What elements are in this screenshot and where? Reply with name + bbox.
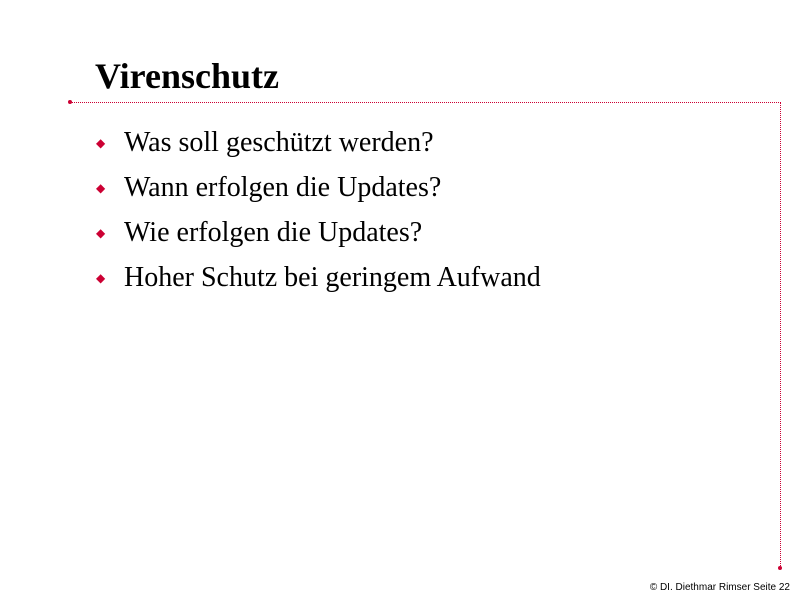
bullet-text: Hoher Schutz bei geringem Aufwand bbox=[124, 261, 541, 293]
top-dotted-rule bbox=[70, 102, 781, 103]
diamond-bullet-icon: ◆ bbox=[96, 180, 106, 195]
diamond-bullet-icon: ◆ bbox=[96, 225, 106, 240]
bullet-item bbox=[96, 255, 541, 300]
slide-title: Virenschutz bbox=[95, 56, 279, 97]
bullet-text: Wie erfolgen die Updates? bbox=[124, 216, 423, 248]
bullet-item bbox=[96, 210, 541, 255]
diamond-bullet-icon: ◆ bbox=[96, 270, 106, 285]
right-dotted-rule bbox=[780, 102, 781, 568]
bullet-item bbox=[96, 165, 541, 210]
bottom-rule-endpoint bbox=[778, 566, 782, 570]
slide-footer: © DI. Diethmar Rimser Seite 22 bbox=[649, 582, 790, 593]
bullet-text: Was soll geschützt werden? bbox=[124, 126, 434, 158]
bullet-item bbox=[96, 120, 541, 165]
diamond-bullet-icon: ◆ bbox=[96, 135, 106, 150]
bullet-text: Wann erfolgen die Updates? bbox=[124, 171, 442, 203]
left-rule-endpoint bbox=[68, 100, 72, 104]
bullet-list bbox=[96, 120, 541, 300]
